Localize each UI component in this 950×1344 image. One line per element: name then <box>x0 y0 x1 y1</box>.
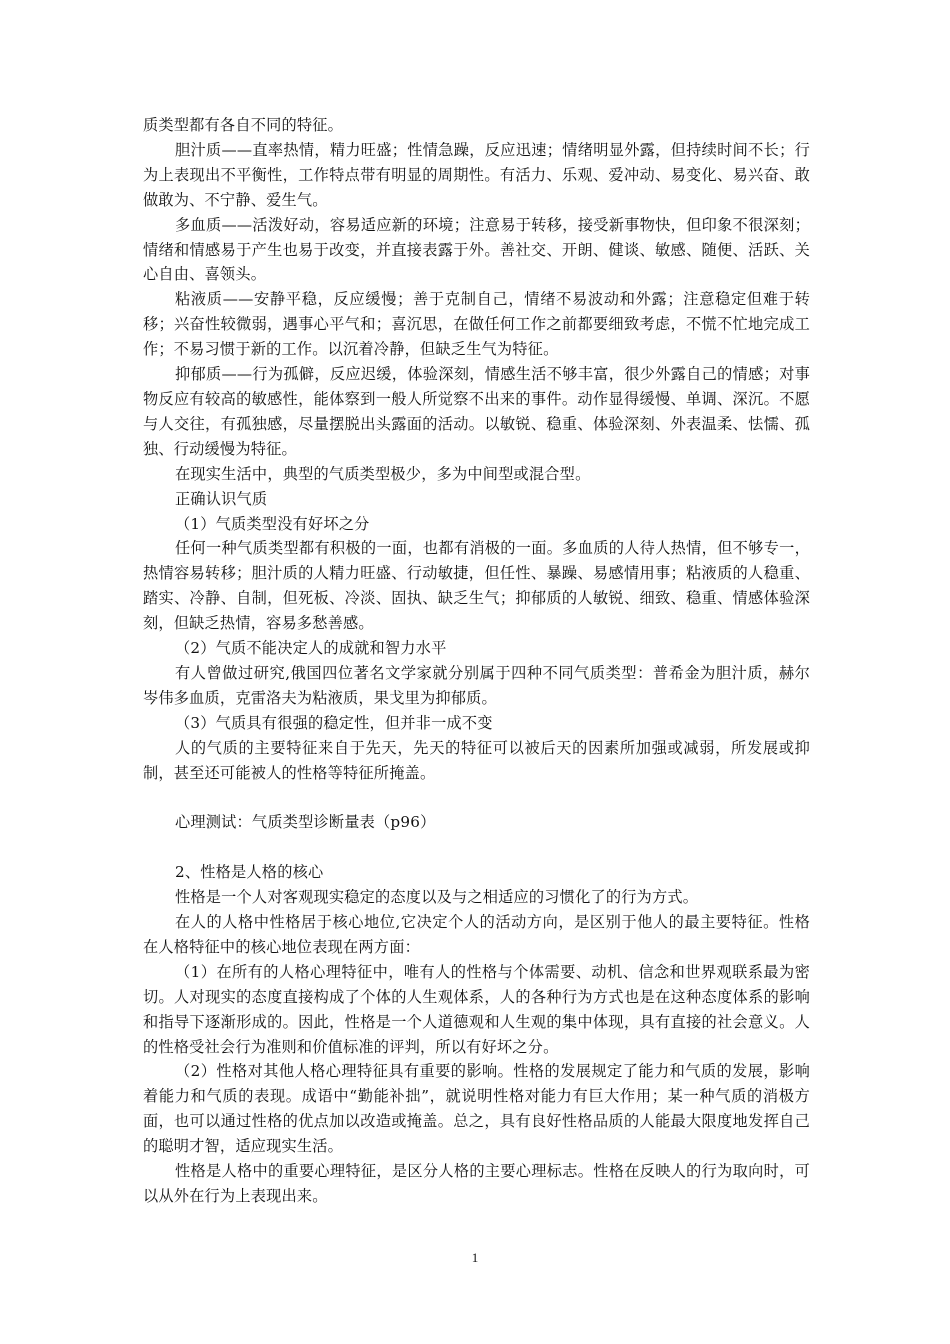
section-heading: 2、性格是人格的核心 <box>175 863 324 882</box>
spacer <box>143 785 810 810</box>
paragraph: 人的气质的主要特征来自于先天，先天的特征可以被后天的因素所加强或减弱，所发展或抑制，甚至还可能被人的性格等特征所掩盖。 <box>143 738 810 782</box>
paragraph: 性格是一个人对客观现实稳定的态度以及与之相适应的习惯化了的行为方式。 <box>175 888 699 907</box>
paragraph: 性格是人格中的重要心理特征，是区分人格的主要心理标志。性格在反映人的行为取向时，可以从外在行为上表现出来。 <box>143 1162 810 1205</box>
paragraph: （2）性格对其他人格心理特征具有重要的影响。性格的发展规定了能力和气质的发展，影响着能力和气质的表现。成语中“勤能补拙”，就说明性格对能力有巨大作用；某一种气质的消极方面，也可以通过性格的优点加以改造或掩盖。总之，具有良好性格品质的人能最大限度地发挥自己的聪明才智，适应现实生活。 <box>143 1062 810 1156</box>
test-reference: 心理测试：气质类型诊断量表（p96） <box>175 813 436 832</box>
spacer <box>143 835 810 860</box>
paragraph: 抑郁质——行为孤僻，反应迟缓，体验深刻，情感生活不够丰富，很少外露自己的情感；对事物反应有较高的敏感性，能体察到一般人所觉察不出来的事件。动作显得缓慢、单调、深沉。不愿与人交往，有孤独感，尽量摆脱出头露面的活动。以敏锐、稳重、体验深刻、外表温柔、怯懦、孤独、行动缓慢为特征。 <box>143 365 810 458</box>
paragraph: （1）在所有的人格心理特征中，唯有人的性格与个体需要、动机、信念和世界观联系最为密切。人对现实的态度直接构成了个体的人生观体系，人的各种行为方式也是在这种态度体系的影响和指导下逐渐形成的。因此，性格是一个人道德观和人生观的集中体现，具有直接的社会意义。人的性格受社会行为准则和价值标准的评判，所以有好坏之分。 <box>143 962 810 1056</box>
paragraph: 在人的人格中性格居于核心地位,它决定个人的活动方向，是区别于他人的最主要特征。性格在人格特征中的核心地位表现在两方面： <box>143 912 810 956</box>
subsection-heading: （2）气质不能决定人的成就和智力水平 <box>175 639 447 658</box>
paragraph: 在现实生活中，典型的气质类型极少，多为中间型或混合型。 <box>175 464 591 483</box>
paragraph: 粘液质——安静平稳，反应缓慢；善于克制自己，情绪不易波动和外露；注意稳定但难于转移；兴奋性较微弱，遇事心平气和；喜沉思，在做任何工作之前都要细致考虑，不慌不忙地完成工作；不易习惯于新的工作。以沉着冷静，但缺乏生气为特征。 <box>143 290 810 359</box>
subsection-heading: （3）气质具有很强的稳定性，但并非一成不变 <box>175 713 493 732</box>
paragraph: 有人曾做过研究,俄国四位著名文学家就分别属于四种不同气质类型：普希金为胆汁质，赫尔岑伟多血质，克雷洛夫为粘液质，果戈里为抑郁质。 <box>143 663 810 707</box>
paragraph: 质类型都有各自不同的特征。 <box>143 116 344 134</box>
paragraph: 任何一种气质类型都有积极的一面，也都有消极的一面。多血质的人待人热情，但不够专一，热情容易转移；胆汁质的人精力旺盛、行动敏捷，但任性、暴躁、易感情用事；粘液质的人稳重、踏实、冷静、自制，但死板、冷淡、固执、缺乏生气；抑郁质的人敏锐、细致、稳重、情感体验深刻，但缺乏热情，容易多愁善感。 <box>143 539 810 633</box>
section-heading: 正确认识气质 <box>175 489 268 508</box>
paragraph: 多血质——活泼好动，容易适应新的环境；注意易于转移，接受新事物快，但印象不很深刻；情绪和情感易于产生也易于改变，并直接表露于外。善社交、开朗、健谈、敏感、随便、活跃、关心自由、喜领头。 <box>143 215 810 284</box>
page-number: 1 <box>471 1250 479 1265</box>
paragraph: 胆汁质——直率热情，精力旺盛；性情急躁，反应迅速；情绪明显外露，但持续时间不长；行为上表现出不平衡性，工作特点带有明显的周期性。有活力、乐观、爱冲动、易变化、易兴奋、敢做敢为、不宁静、爱生气。 <box>143 140 810 209</box>
document-body <box>143 113 810 1209</box>
subsection-heading: （1）气质类型没有好坏之分 <box>175 514 370 533</box>
